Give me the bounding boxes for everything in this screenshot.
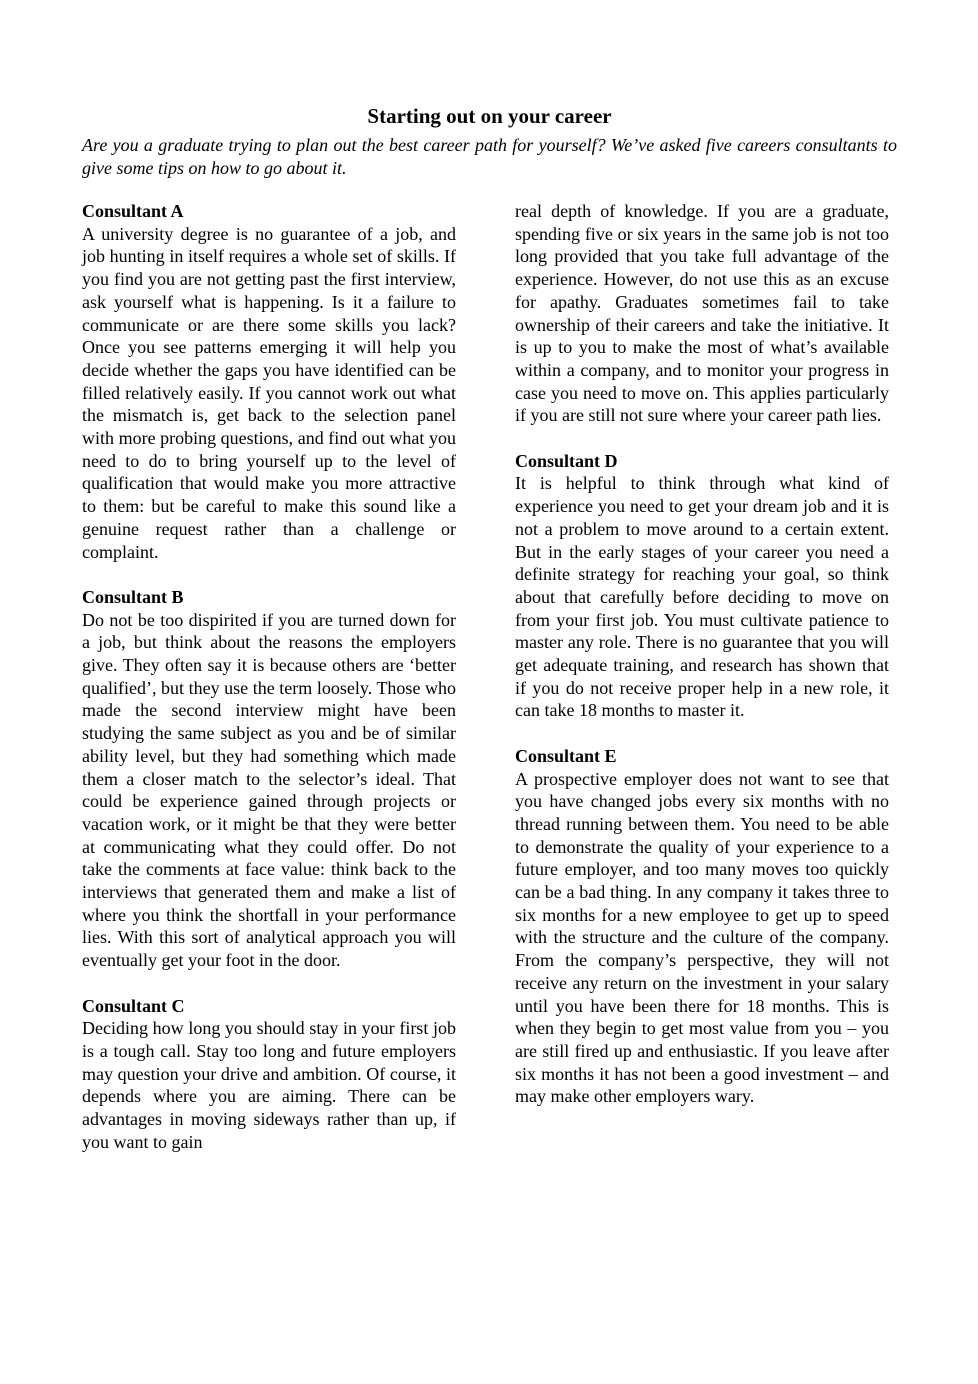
consultant-d-heading: Consultant D xyxy=(515,450,618,471)
intro-paragraph: Are you a graduate trying to plan out the best career path for yourself? We’ve asked five careers consultants to give some tips on how to go about it. xyxy=(82,135,897,178)
consultant-e-heading: Consultant E xyxy=(515,745,617,766)
consultant-d-text: It is helpful to think through what kind of experience you need to get your dream job and it is not a problem to move around to a certain extent. But in the early stages of your career you need a definite strategy for reaching your goal, so think about that carefully before deciding to move on from your first job. You must cultivate patience to master any role. There is no guarantee that you will get adequate training, and research has shown that if you do not receive proper help in a new role, it can take 18 months to master it. xyxy=(515,473,889,721)
consultant-e-text: A prospective employer does not want to see that you have changed jobs every six months with no thread running between them. You need to be able to demonstrate the quality of your experience to a future employer, and too many moves too quickly can be a bad thing. In any company it takes three to six months for a new employee to get up to speed with the structure and the culture of the company. From the company’s perspective, they will not receive any return on the investment in your salary until you have been there for 18 months. This is when they begin to get most value from you – you are still fired up and enthusiastic. If you leave after six months it has not been a good investment – and may make other employers wary. xyxy=(515,768,889,1107)
document-page xyxy=(82,100,897,1152)
consultant-a-heading: Consultant A xyxy=(82,201,184,221)
page-title: Starting out on your career xyxy=(367,104,612,128)
consultant-c-section xyxy=(82,995,456,1154)
consultant-c-text-part1: Deciding how long you should stay in your first job is a tough call. Stay too long and future employers may question your drive and ambition. Of course, it depends where you are aiming. There can be advantages in moving sideways rather than up, if you want to gain xyxy=(82,1018,456,1152)
consultant-c-heading: Consultant C xyxy=(82,995,185,1016)
consultant-a-text: A university degree is no guarantee of a job, and job hunting in itself requires a whole set of skills. If you find you are not getting past the first interview, ask yourself what is happening. Is it a failure to communicate or are there some skills you lack? Once you see patterns emerging it will help you decide whether the gaps you have identified can be filled relatively easily. If you cannot work out what the mismatch is, get back to the selection panel with more probing questions, and find out what you need to do to bring yourself up to the level of qualification that would make you more attractive to them: but be careful to make this sound like a genuine request rather than a challenge or complaint. xyxy=(82,223,456,562)
left-column xyxy=(82,200,456,1176)
consultant-d-section xyxy=(515,450,889,722)
consultant-c-continued xyxy=(515,200,889,427)
right-column xyxy=(515,200,889,1131)
consultant-a-section xyxy=(82,200,456,563)
consultant-b-section xyxy=(82,586,456,972)
consultant-b-heading: Consultant B xyxy=(82,586,184,607)
consultant-e-section xyxy=(515,745,889,1108)
consultant-c-text-part2: real depth of knowledge. If you are a graduate, spending five or six years in the same job is not too long provided that you take full advantage of the experience. However, do not use this as an excuse for apathy. Graduates sometimes fail to take ownership of their careers and take the initiative. It is up to you to make the most of what’s available within a company, and to monitor your progress in case you need to move on. This applies particularly if you are still not sure where your career path lies. xyxy=(515,201,889,426)
consultant-b-text: Do not be too dispirited if you are turned down for a job, but think about the reasons the employers give. They often say it is because others are ‘better qualified’, but they use the term loosely. Those who made the second interview might have been studying the same subject as you and be of similar ability level, but they had something which made them a closer match to the selector’s ideal. That could be experience gained through projects or vacation work, or it might be that they were better at communicating what they could offer. Do not take the comments at face value: think back to the interviews that generated them and make a list of where you think the shortfall in your performance lies. With this sort of analytical approach you will eventually get your foot in the door. xyxy=(82,609,456,971)
